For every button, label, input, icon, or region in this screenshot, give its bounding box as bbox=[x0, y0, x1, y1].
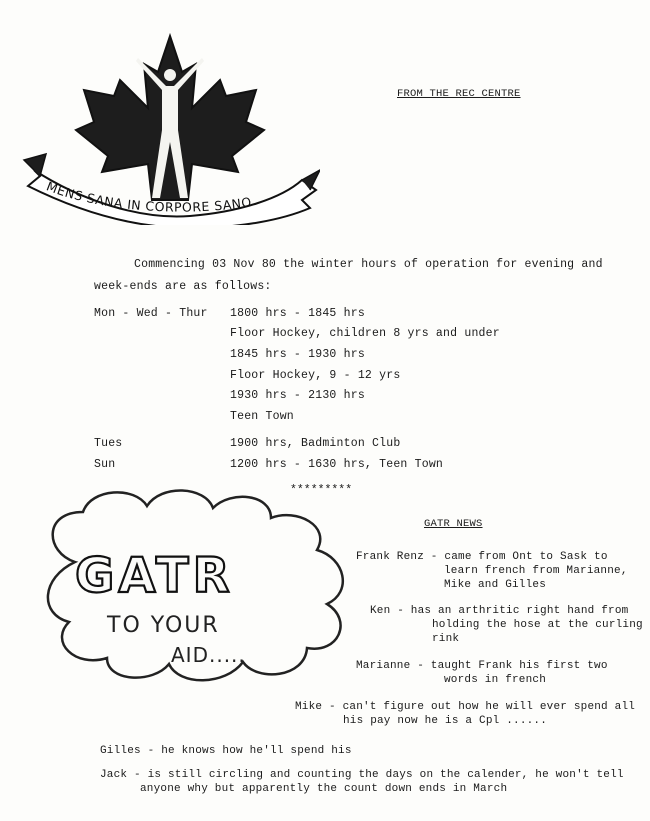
rec-centre-header: FROM THE REC CENTRE bbox=[397, 88, 521, 100]
news-item-jack-cont: anyone why but apparently the count down ends in March bbox=[140, 783, 508, 795]
schedule-day-tues: Tues bbox=[94, 437, 123, 450]
schedule-item: 1900 hrs, Badminton Club bbox=[230, 437, 401, 450]
schedule-item: 1930 hrs - 2130 hrs bbox=[230, 389, 365, 402]
motto-text: MENS SANA IN CORPORE SANO bbox=[44, 178, 253, 215]
news-item-frank: Frank Renz - came from Ont to Sask to bbox=[356, 551, 608, 563]
schedule-item: Teen Town bbox=[230, 410, 294, 423]
news-item-ken: Ken - has an arthritic right hand from bbox=[370, 605, 629, 617]
svg-text:MENS SANA IN CORPORE SANO bbox=[44, 178, 252, 214]
schedule-item: 1200 hrs - 1630 hrs, Teen Town bbox=[230, 458, 444, 471]
news-item-gilles: Gilles - he knows how he'll spend his bbox=[100, 745, 352, 757]
news-item-mike-cont: his pay now he is a Cpl ...... bbox=[343, 715, 548, 727]
cloud-line-3: AID..... bbox=[171, 643, 246, 667]
news-item-marianne: Marianne - taught Frank his first two bbox=[356, 660, 608, 672]
schedule-day-sun: Sun bbox=[94, 458, 116, 471]
schedule-day-mon-wed-thur: Mon - Wed - Thur bbox=[94, 307, 208, 320]
schedule-item: 1845 hrs - 1930 hrs bbox=[230, 348, 365, 361]
news-item-jack: Jack - is still circling and counting the days on the calender, he won't tell bbox=[100, 769, 624, 781]
news-item-ken-cont: holding the hose at the curling bbox=[432, 619, 643, 631]
news-item-frank-cont: learn french from Marianne, bbox=[444, 565, 628, 577]
news-item-mike: Mike - can't figure out how he will ever spend all bbox=[295, 701, 636, 713]
news-item-ken-cont: rink bbox=[432, 633, 460, 645]
cloud-line-2: TO YOUR bbox=[107, 613, 220, 638]
cloud-title: GATR bbox=[75, 548, 234, 604]
news-item-frank-cont: Mike and Gilles bbox=[444, 579, 547, 591]
intro-line-1: Commencing 03 Nov 80 the winter hours of operation for evening and bbox=[134, 258, 603, 271]
gatr-cloud bbox=[35, 482, 365, 687]
gatr-news-title: GATR NEWS bbox=[424, 518, 483, 530]
maple-leaf-logo bbox=[20, 30, 320, 225]
schedule-item: Floor Hockey, children 8 yrs and under bbox=[230, 327, 500, 340]
intro-line-2: week-ends are as follows: bbox=[94, 280, 272, 293]
separator-asterisks: ********* bbox=[290, 484, 353, 497]
news-item-marianne-cont: words in french bbox=[444, 674, 547, 686]
schedule-item: Floor Hockey, 9 - 12 yrs bbox=[230, 369, 401, 382]
schedule-item: 1800 hrs - 1845 hrs bbox=[230, 307, 365, 320]
